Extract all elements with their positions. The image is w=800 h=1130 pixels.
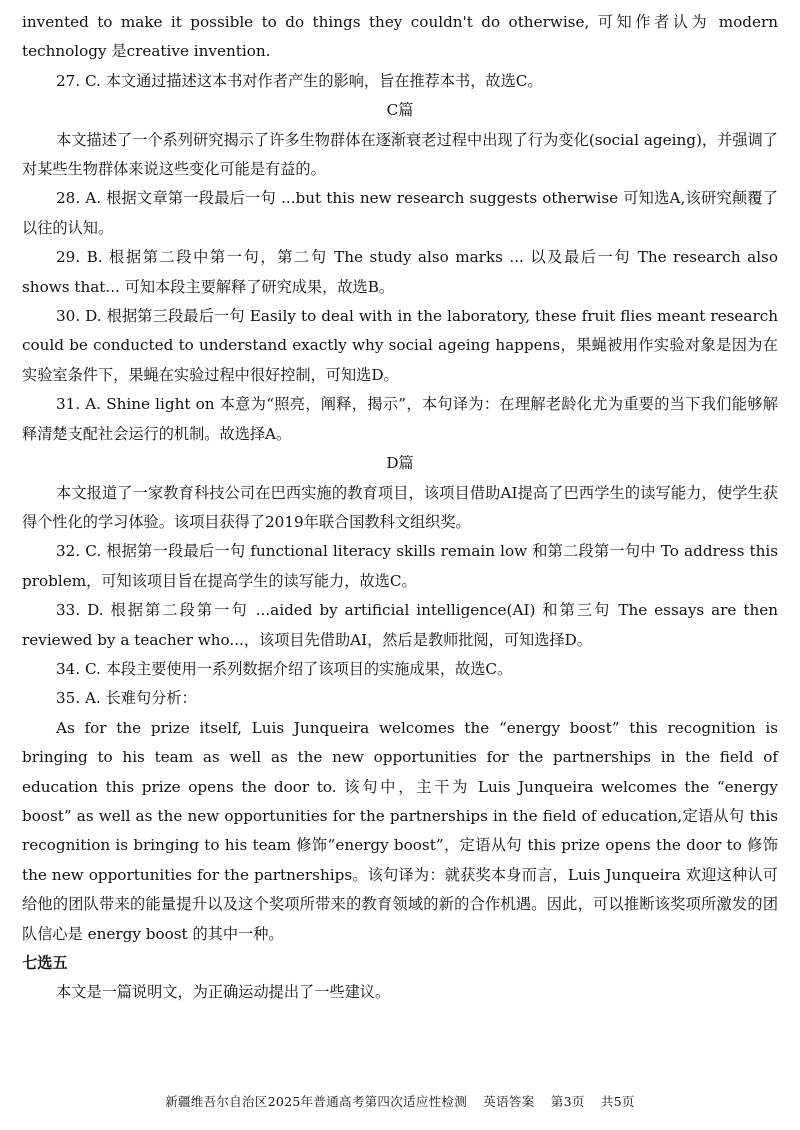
answer-35-analysis: As for the prize itself, Luis Junqueira welcomes the “energy boost” this recognition is bringing to his team as well as the new opportunities for the partnerships in the field of education this prize opens the door to. 该句中，主干为 Luis Junqueira welcomes the “energy boost” as well as the new opportunities for the partnerships in the field of education,定语从句 this recognition is bringing to his team 修饰“energy boost”，定语从句 this prize opens the door to 修饰 the new opportunities for the partnerships。该句译为：就获奖本身而言，Luis Junqueira 欢迎这种认可给他的团队带来的能量提升以及这个奖项所带来的教育领域的新的合作机遇。因此，可以推断该奖项所激发的团队信心是 energy boost 的其中一种。 [22, 718, 778, 943]
answer-33: 33. D. 根据第二段第一句 ...aided by artificial intelligence(AI) 和第三句 The essays are then reviewed by a teacher who...，该项目先借助AI，然后是教师批阅，可知选择D。 [22, 601, 778, 649]
section-d-summary: 本文报道了一家教育科技公司在巴西实施的教育项目，该项目借助AI提高了巴西学生的读写能力，使学生获得个性化的学习体验。该项目获得了2019年联合国教科文组织奖。 [22, 483, 778, 531]
footer-subject: 英语答案 [483, 1094, 535, 1109]
answer-35: 35. A. 长难句分析： [56, 689, 197, 708]
page-footer [0, 1092, 800, 1110]
section-heading-d: D篇 [386, 454, 414, 473]
answer-29: 29. B. 根据第二段中第一句，第二句 The study also marks ... 以及最后一句 The research also shows that... 可知本段主要解释了研究成果，故选B。 [22, 248, 778, 296]
section-7-summary: 本文是一篇说明文，为正确运动提出了一些建议。 [56, 983, 391, 1002]
answer-27: 27. C. 本文通过描述这本书对作者产生的影响，旨在推荐本书，故选C。 [56, 71, 543, 90]
answer-30: 30. D. 根据第三段最后一句 Easily to deal with in the laboratory, these fruit flies meant research could be conducted to understand exactly why social ageing happens，果蝇被用作实验对象是因为在实验室条件下，果蝇在实验过程中很好控制，可知选D。 [22, 307, 778, 384]
section-heading-c: C篇 [386, 101, 414, 120]
answer-32: 32. C. 根据第一段最后一句 functional literacy skills remain low 和第二段第一句中 To address this problem，可知该项目旨在提高学生的读写能力，故选C。 [22, 542, 778, 590]
answer-31: 31. A. Shine light on 本意为“照亮，阐释，揭示”，本句译为：在理解老龄化尤为重要的当下我们能够解释清楚支配社会运行的机制。故选择A。 [22, 395, 778, 443]
footer-exam-title: 新疆维吾尔自治区2025年普通高考第四次适应性检测 [165, 1094, 468, 1109]
section-c-summary: 本文描述了一个系列研究揭示了许多生物群体在逐渐衰老过程中出现了行为变化(social ageing)，并强调了对某些生物群体来说这些变化可能是有益的。 [22, 130, 778, 179]
paragraph-b-tail: invented to make it possible to do things they couldn't do otherwise, 可知作者认为 modern technology 是creative invention. [22, 13, 778, 61]
answer-34: 34. C. 本段主要使用一系列数据介绍了该项目的实施成果，故选C。 [56, 659, 513, 678]
section-title-seven-choose-five: 七选五 [22, 954, 68, 972]
footer-page-number: 第3页 [550, 1094, 585, 1109]
footer-total-pages: 共5页 [600, 1094, 635, 1109]
answer-28: 28. A. 根据文章第一段最后一句 ...but this new research suggests otherwise 可知选A,该研究颠覆了以往的认知。 [22, 189, 778, 237]
